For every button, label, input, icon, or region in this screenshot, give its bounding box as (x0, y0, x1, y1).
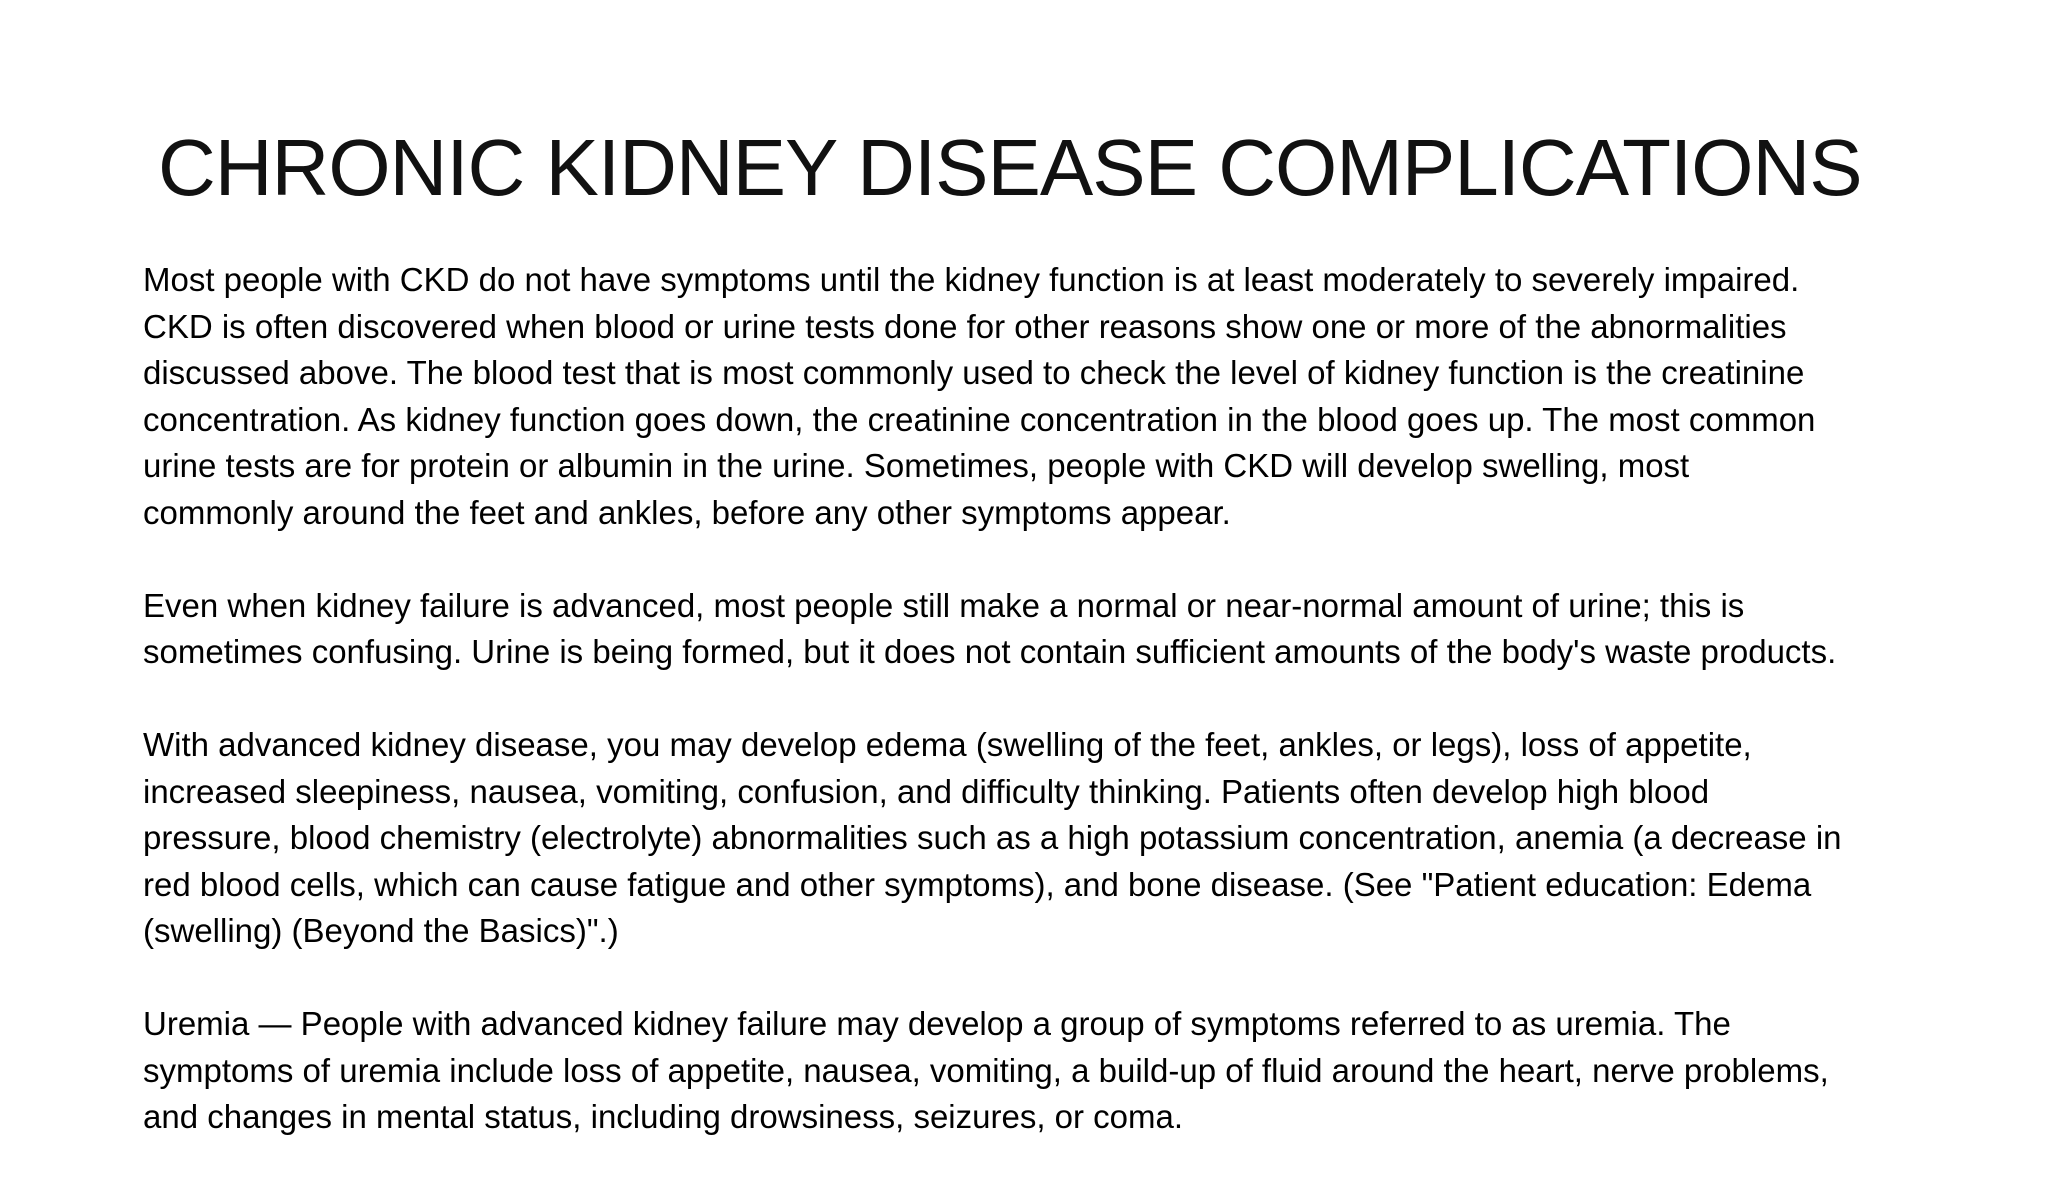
text-line: and changes in mental status, including drowsiness, seizures, or coma. (143, 1098, 1184, 1135)
text-line: urine tests are for protein or albumin in the urine. Sometimes, people with CKD will develop swelling, most (143, 447, 1690, 484)
text-line: (swelling) (Beyond the Basics)".) (143, 912, 619, 949)
paragraph-uremia (143, 1001, 2003, 1141)
text-line: concentration. As kidney function goes down, the creatinine concentration in the blood goes up. The most common (143, 400, 1816, 438)
text-line: Uremia — People with advanced kidney failure may develop a group of symptoms referred to as uremia. The (143, 1005, 1731, 1042)
text-line: discussed above. The blood test that is most commonly used to check the level of kidney function is the creatinine (143, 354, 1805, 391)
text-line: Even when kidney failure is advanced, most people still make a normal or near-normal amount of urine; this is (143, 586, 1745, 624)
text-line: pressure, blood chemistry (electrolyte) abnormalities such as a high potassium concentration, anemia (a decrease in (143, 819, 1842, 856)
slide-body (143, 257, 2003, 1187)
text-line: commonly around the feet and ankles, before any other symptoms appear. (143, 493, 1231, 531)
text-line: With advanced kidney disease, you may develop edema (swelling of the feet, ankles, or legs), loss of appetite, (143, 726, 1752, 763)
text-line: CKD is often discovered when blood or urine tests done for other reasons show one or more of the abnormalities (143, 307, 1787, 345)
paragraph-urine-output (143, 583, 2003, 676)
text-line: sometimes confusing. Urine is being formed, but it does not contain sufficient amounts of the body's waste products. (143, 633, 1837, 670)
paragraph-advanced-disease (143, 722, 2003, 955)
text-line: Most people with CKD do not have symptoms until the kidney function is at least moderately to severely impaired. (143, 261, 1800, 298)
text-line: increased sleepiness, nausea, vomiting, confusion, and difficulty thinking. Patients often develop high blood (143, 772, 1710, 810)
text-line: red blood cells, which can cause fatigue and other symptoms), and bone disease. (See "Patient education: Edema (143, 865, 1812, 903)
paragraph-ckd-symptoms (143, 257, 2003, 536)
slide-title: CHRONIC KIDNEY DISEASE COMPLICATIONS (158, 123, 1862, 212)
text-line: symptoms of uremia include loss of appetite, nausea, vomiting, a build-up of fluid around the heart, nerve problems, (143, 1051, 1829, 1089)
